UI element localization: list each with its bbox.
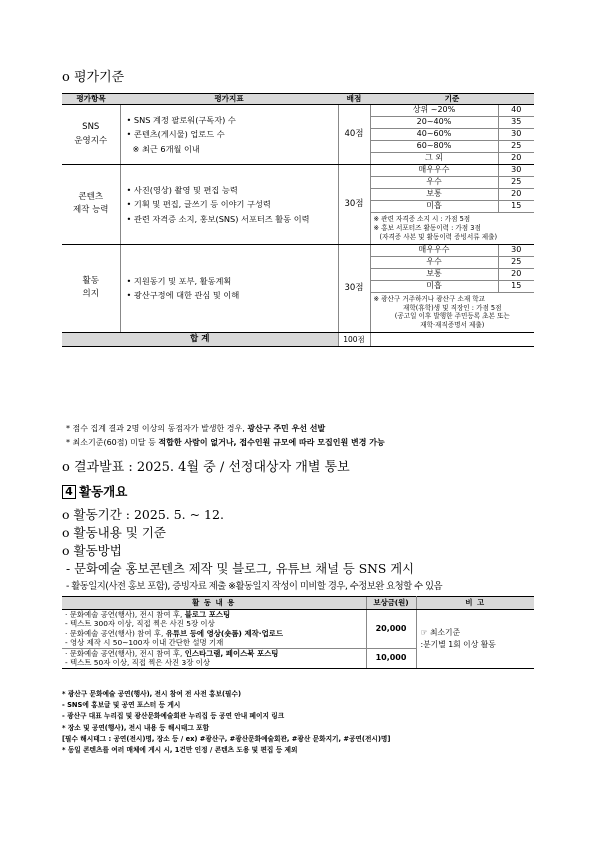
grade: 40~60% [370, 129, 498, 141]
section-title: 4 활동개요 [62, 482, 127, 500]
indicators-willingness: • 지원동기 및 포부, 활동계획 • 광산구정에 대한 관심 및 이해 [120, 244, 338, 333]
reward-amount: 20,000 [366, 610, 416, 649]
header-points: 배점 [338, 94, 370, 105]
total-label: 합 계 [62, 333, 338, 347]
evaluation-table [62, 93, 534, 347]
minimum-note: * 최소기준(60점) 미달 등 적합한 사람이 없거나, 접수인원 규모에 따라 모집인원 변경 가능 [66, 438, 385, 447]
score: 20 [498, 268, 534, 280]
bonus-note-contents: ※ 관련 자격증 소지 시 : 가점 5점 ※ 홍보 서포터즈 활동이력 : 가점 3점 (자격증 사본 및 활동이력 증빙서류 제출) [370, 213, 534, 245]
activity-period: o 활동기간 : 2025. 5. ~ 12. [62, 507, 224, 522]
grade: 60~80% [370, 141, 498, 153]
note-line: - 광산구 대표 누리집 및 광산문화예술회관 누리집 등 공연 안내 페이지 링크 [62, 712, 285, 721]
score: 30 [498, 244, 534, 256]
eval-header-row [62, 94, 534, 105]
grade: 20~40% [370, 117, 498, 129]
reward-amount: 10,000 [366, 648, 416, 668]
score: 20 [498, 189, 534, 201]
activity-content: o 활동내용 및 기준 [62, 525, 166, 540]
header-criteria: 기준 [370, 94, 534, 105]
indicators-sns: • SNS 계정 팔로워(구독자) 수 • 콘텐츠(게시물) 업로드 수 ※ 최근 6개월 이내 [120, 105, 338, 165]
points-sns: 40점 [338, 105, 370, 165]
grade: 매우우수 [370, 244, 498, 256]
header-item: 평가항목 [62, 94, 120, 105]
method-item-1: - 문화예술 홍보콘텐츠 제작 및 블로그, 유튜브 채널 등 SNS 게시 [66, 562, 414, 576]
item-contents: 콘텐츠 제작 능력 [62, 165, 120, 245]
activity-method: o 활동방법 [62, 543, 122, 558]
grade: 미흡 [370, 280, 498, 292]
score: 35 [498, 117, 534, 129]
grade: 보통 [370, 268, 498, 280]
score: 40 [498, 105, 534, 117]
score: 30 [498, 129, 534, 141]
table-row [62, 105, 534, 117]
result-announcement: o 결과발표 : 2025. 4월 중 / 선정대상자 개별 통보 [62, 460, 350, 475]
tie-note: * 점수 집계 결과 2명 이상의 동점자가 발생한 경우, 광산구 주민 우선 선발 [66, 424, 326, 433]
table-row [62, 244, 534, 256]
score: 25 [498, 256, 534, 268]
eval-heading: o 평가기준 [62, 70, 125, 85]
score: 20 [498, 153, 534, 165]
header-reward: 보상금(원) [366, 597, 416, 610]
grade: 우수 [370, 256, 498, 268]
score: 30 [498, 165, 534, 177]
score: 15 [498, 280, 534, 292]
grade: 보통 [370, 189, 498, 201]
grade: 미흡 [370, 201, 498, 213]
header-indicator: 평가지표 [120, 94, 338, 105]
note-line: - SNS에 홍보글 및 공연 포스터 등 게시 [62, 701, 181, 710]
method-item-2: - 활동일지(사전 홍보 포함), 증빙자료 제출 ※활동일지 작성이 미비할 경우, 수정보완 요청할 수 있음 [66, 581, 443, 592]
remarks-cell: ☞ 최소기준 :분기별 1회 이상 활동 [416, 610, 534, 669]
grade: 매우우수 [370, 165, 498, 177]
bonus-note-willingness: ※ 광산구 거주하거나 광산구 소재 학교 재학(휴학)생 및 직장인 : 가점 5점 (공고일 이후 발행한 주민등록 초본 또는 재학·재직증명서 제출) [370, 292, 534, 333]
grade: 상위 ~20% [370, 105, 498, 117]
activity-desc-sns: · 문화예술 공연(행사), 전시 참여 후, 인스타그램, 페이스북 포스팅 - 텍스트 50자 이상, 직접 찍은 사진 3장 이상 [62, 648, 366, 668]
score: 15 [498, 201, 534, 213]
grade: 그 외 [370, 153, 498, 165]
points-contents: 30점 [338, 165, 370, 245]
header-activity: 활 동 내 용 [62, 597, 366, 610]
note-line: * 동일 콘텐츠를 여러 매체에 게시 시, 1건만 인정 / 콘텐츠 도용 및 편집 등 제외 [62, 746, 298, 755]
item-sns: SNS 운영지수 [62, 105, 120, 165]
note-line: * 광산구 문화예술 공연(행사), 전시 참여 전 사전 홍보(필수) [62, 690, 242, 698]
points-willingness: 30점 [338, 244, 370, 333]
note-line: [필수 해시태그 : 공연(전시)명, 장소 등 / ex) #광산구, #광산문화예술회관, #광산 문화지기, #공연(전시)명] [62, 734, 391, 743]
section-number-box: 4 [62, 485, 76, 499]
score: 25 [498, 177, 534, 189]
activity-header-row [62, 597, 534, 610]
score: 25 [498, 141, 534, 153]
total-points: 100점 [338, 333, 370, 347]
table-row [62, 165, 534, 177]
note-line: * 장소 및 공연(행사), 전시 내용 등 해시태그 포함 [62, 723, 210, 732]
header-remarks: 비 고 [416, 597, 534, 610]
grade: 우수 [370, 177, 498, 189]
total-empty [370, 333, 534, 347]
total-row [62, 333, 534, 347]
indicators-contents: • 사진(영상) 촬영 및 편집 능력 • 기획 및 편집, 글쓰기 등 이야기 구성력 • 관련 자격증 소지, 홍보(SNS) 서포터즈 활동 이력 [120, 165, 338, 245]
item-willingness: 활동 의지 [62, 244, 120, 333]
activity-table [62, 596, 534, 669]
table-row [62, 610, 534, 649]
bottom-notes [62, 689, 542, 756]
activity-desc-blog-video: · 문화예술 공연(행사), 전시 참여 후, 블로그 포스팅 - 텍스트 300자 이상, 직접 찍은 사진 5장 이상 · 문화예술 공연(행사) 참여 후, 유튜브 등에 영상(숏폼) 제작·업로드 - 영상 제작 시 50~100자 이내 간단한 설명 기재 [62, 610, 366, 649]
